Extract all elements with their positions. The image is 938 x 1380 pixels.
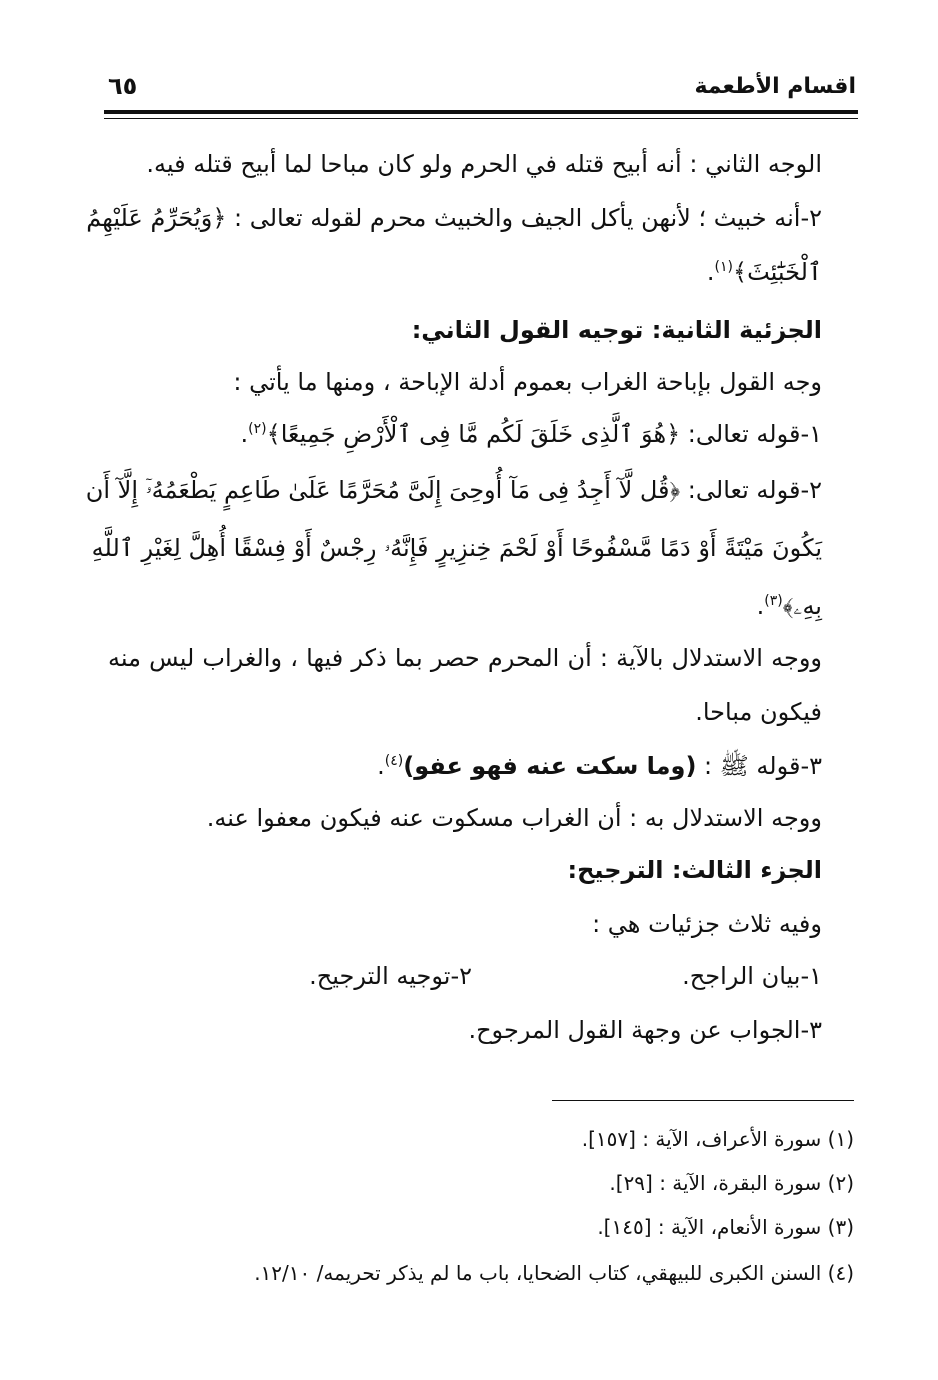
footnote-ref: (٢): [248, 421, 267, 437]
running-title: اقسام الأطعمة: [694, 74, 856, 99]
page-header: [108, 70, 856, 102]
header-rule-thick: [104, 110, 858, 114]
footnote-ref: (٤): [384, 753, 404, 769]
footnote: (٣) سورة الأنعام، الآية : [١٤٥].: [597, 1215, 854, 1239]
body-line: ووجه الاستدلال بالآية : أن المحرم حصر بما ذكر فيها ، والغراب ليس منه: [108, 644, 822, 672]
body-line: يَكُونَ مَيْتَةً أَوْ دَمًا مَّسْفُوحًا أَوْ لَحْمَ خِنزِيرٍ فَإِنَّهُۥ رِجْسٌ أَوْ فِسْقًا أُهِلَّ لِغَيْرِ ٱللَّهِ: [91, 534, 822, 562]
body-line: ٣-قوله ﷺ : (وما سكت عنه فهو عفو)$^{(٤)}$.: [377, 752, 822, 780]
list-item: ١-بيان الراجح.: [682, 962, 822, 990]
body-line: ووجه الاستدلال به : أن الغراب مسكوت عنه فيكون معفوا عنه.: [206, 804, 822, 832]
quran-text: ١-قوله تعالى: ﴿هُوَ ٱلَّذِى خَلَقَ لَكُم مَّا فِى ٱلْأَرْضِ جَمِيعًا﴾: [266, 420, 822, 448]
body-line: الوجه الثاني : أنه أبيح قتله في الحرم ولو كان مباحا لما أبيح قتله فيه.: [146, 150, 822, 178]
body-line: ٢-قوله تعالى: ﴿قُل لَّآ أَجِدُ فِى مَآ أُوحِىَ إِلَىَّ مُحَرَّمًا عَلَىٰ طَاعِمٍ يَطْعَمُهُۥٓ إِلَّآ أَن: [85, 476, 822, 504]
quran-text: بِهِۦ﴾: [782, 592, 822, 620]
body-line: بِهِۦ﴾$^{(٣)}$.: [756, 592, 822, 620]
body-line: ٢-أنه خبيث ؛ لأنهن يأكل الجيف والخبيث محرم لقوله تعالى : ﴿وَيُحَرِّمُ عَلَيْهِمُ: [86, 204, 822, 232]
footnote-separator: [552, 1100, 854, 1101]
footnote: (٤) السنن الكبرى للبيهقي، كتاب الضحايا، باب ما لم يذكر تحريمه/ ١٢/١٠.: [254, 1261, 854, 1285]
quran-text: ٱلْخَبَٰٓئِثَ﴾: [733, 258, 822, 286]
page-number: ٦٥: [108, 72, 138, 100]
footnote-ref: (٣): [764, 593, 783, 609]
section-heading: الجزئية الثانية: توجيه القول الثاني:: [411, 316, 822, 344]
body-line: وجه القول بإباحة الغراب بعموم أدلة الإباحة ، ومنها ما يأتي :: [233, 368, 822, 396]
footnote-ref: (١): [714, 259, 734, 275]
footnote: (٢) سورة البقرة، الآية : [٢٩].: [609, 1171, 854, 1195]
body-line: وفيه ثلاث جزئيات هي :: [592, 910, 822, 938]
body-line: ١-قوله تعالى: ﴿هُوَ ٱلَّذِى خَلَقَ لَكُم مَّا فِى ٱلْأَرْضِ جَمِيعًا﴾$^{(٢)}$.: [240, 420, 822, 448]
footnote: (١) سورة الأعراف، الآية : [١٥٧].: [581, 1127, 854, 1151]
body-line: فيكون مباحا.: [695, 698, 822, 726]
list-item: ٢-توجيه الترجيح.: [309, 962, 472, 990]
list-item: ٣-الجواب عن وجهة القول المرجوح.: [468, 1016, 822, 1044]
header-rule-thin: [104, 118, 858, 119]
body-line: ٱلْخَبَٰٓئِثَ﴾$^{(١)}$.: [706, 258, 822, 286]
section-heading: الجزء الثالث: الترجيح:: [567, 856, 822, 884]
hadith-text: (وما سكت عنه فهو عفو): [403, 752, 697, 780]
